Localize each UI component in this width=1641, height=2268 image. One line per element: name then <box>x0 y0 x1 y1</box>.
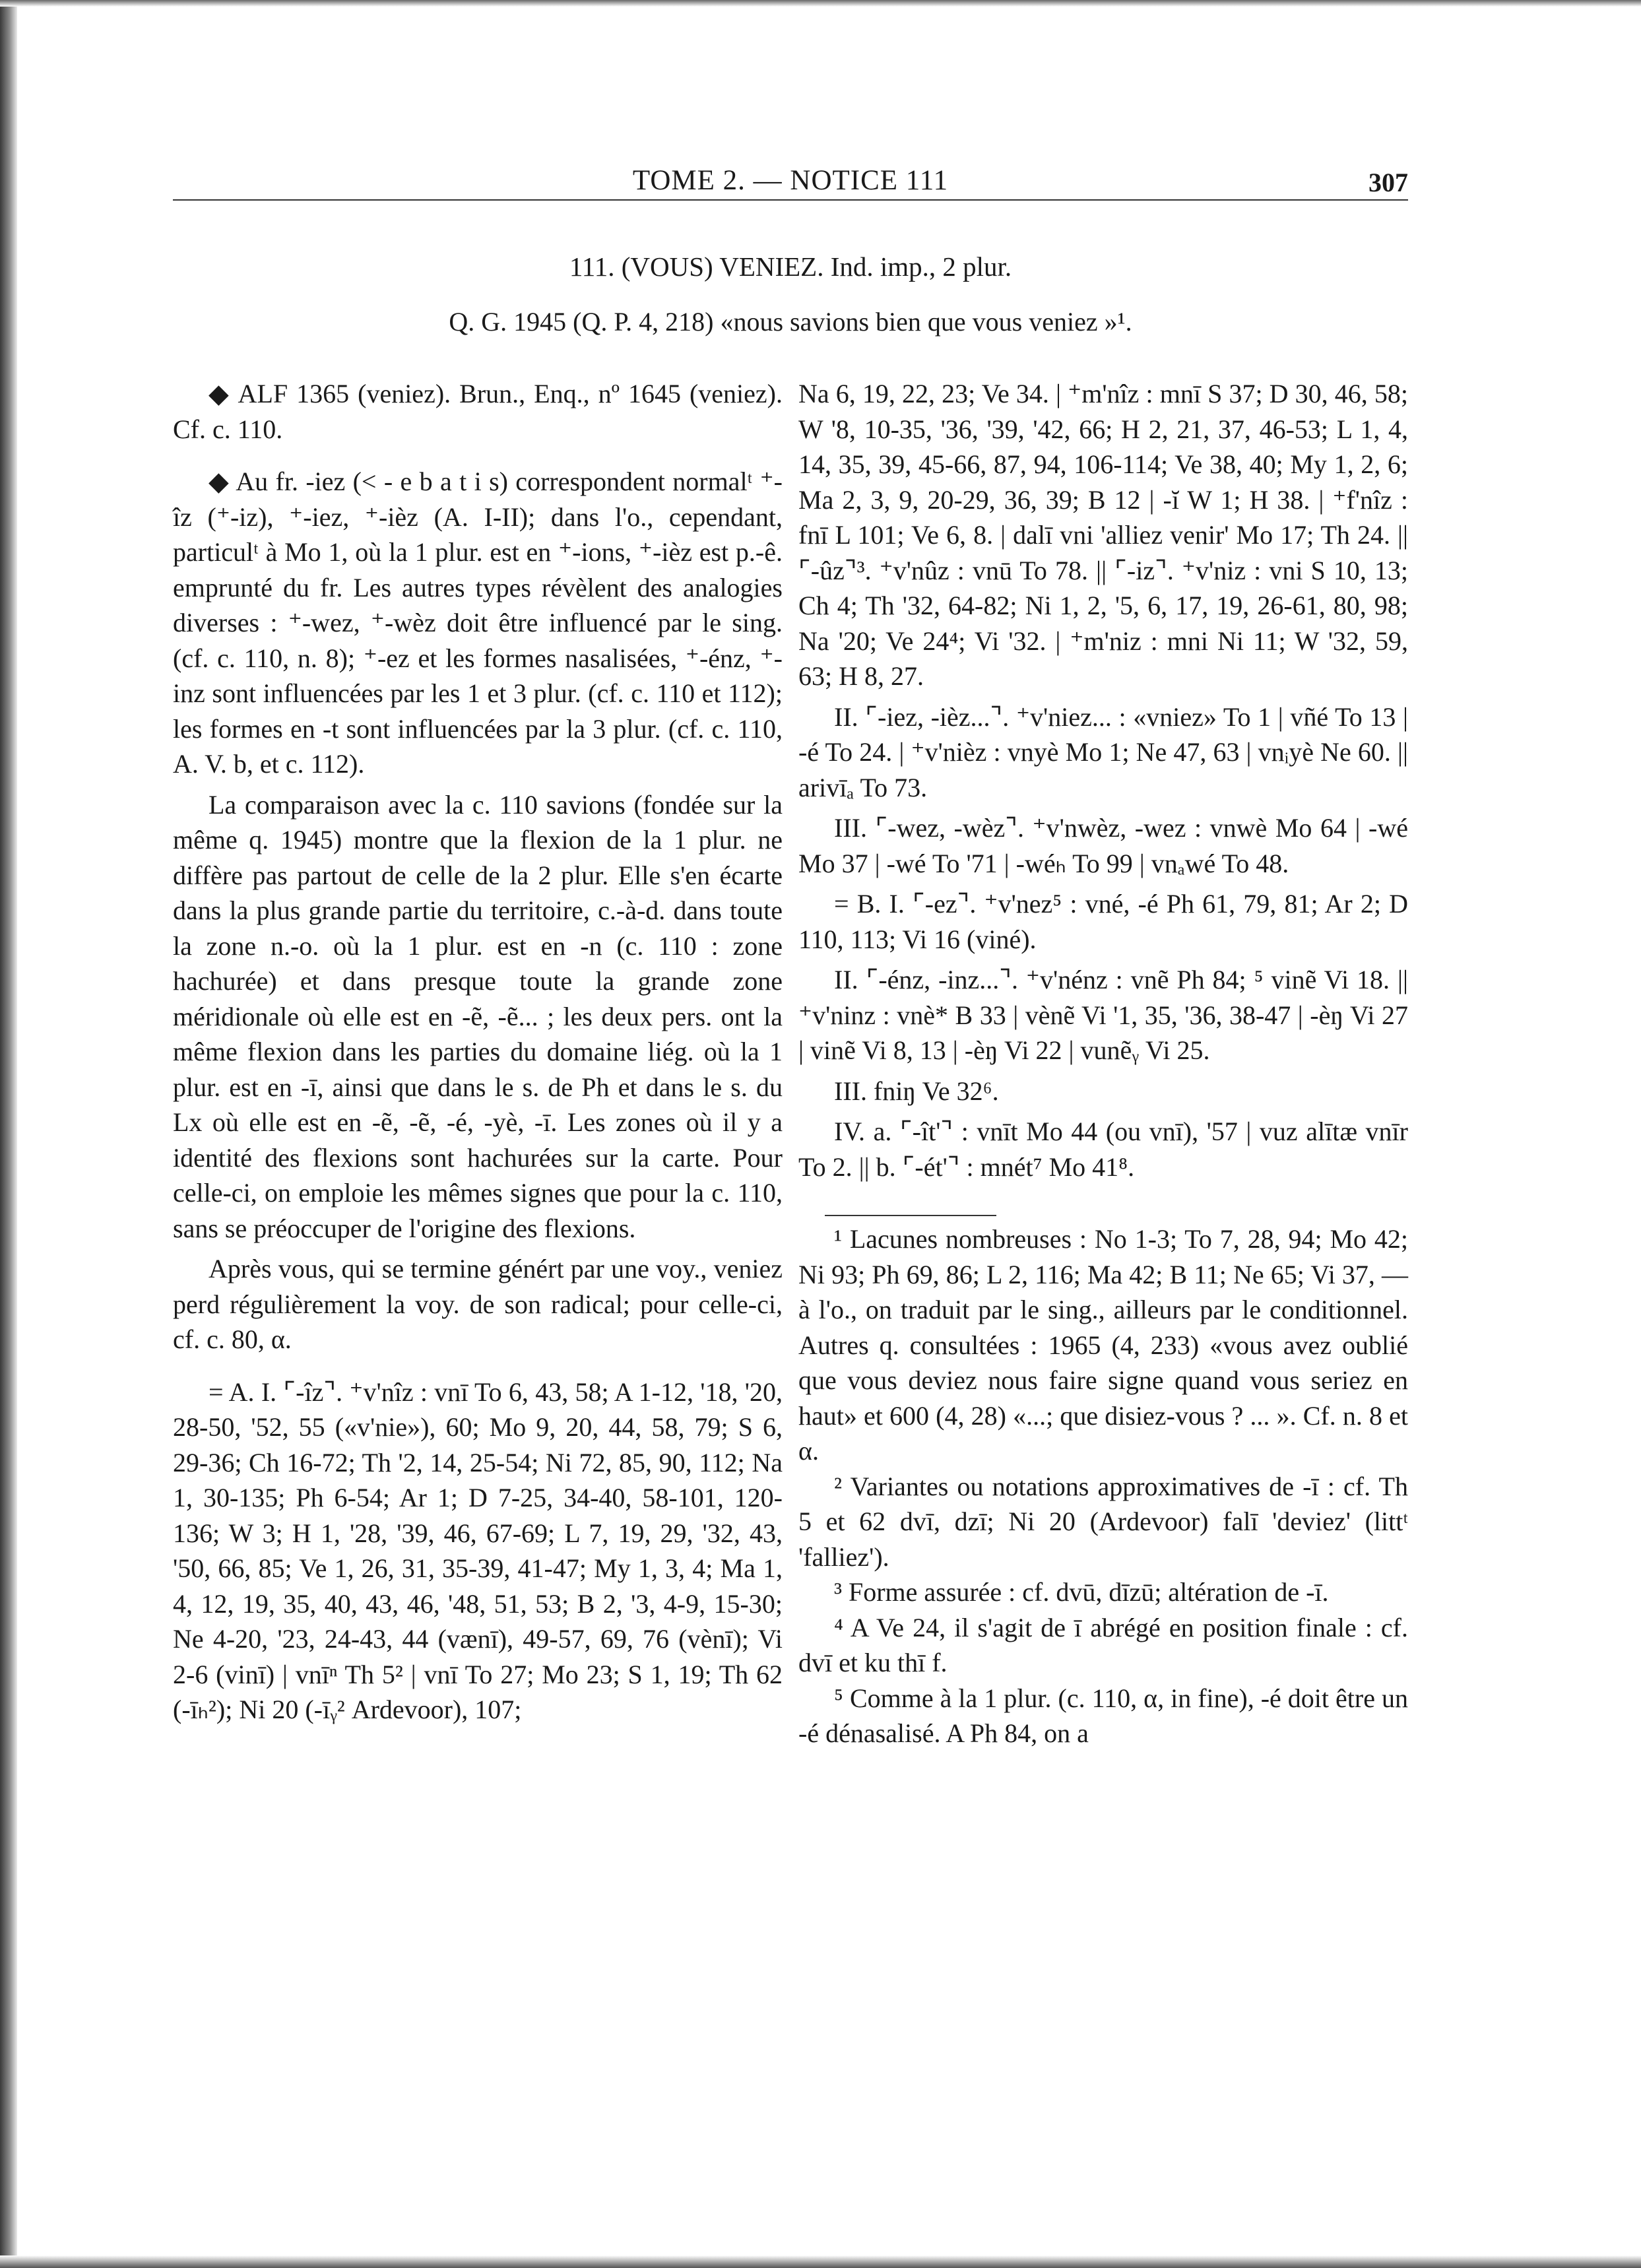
running-header <box>173 162 1408 201</box>
footnote-3: ³ Forme assurée : cf. dvū, dīzū; altération de -ī. <box>834 1577 1329 1607</box>
section-a-paragraph: = A. I. ⌜-îz⌝. ⁺v'nîz : vnī To 6, 43, 58; A 1-12, '18, '20, 28-50, '52, 55 («v'nie»), 60; Mo 9, 20, 44, 58, 79; S 6, 29-36; Ch 16-72; Th '2, 14, 25-54; Ni 72, 85, 90, 112; Na 1, 30-135; Ph 6-54; Ar 1; D 7-25, 34-40, 58-101, 120-136; W 3; H 1, '28, '39, 46, 67-69; L 7, 19, 29, '32, 43, '50, 66, 85; Ve 1, 26, 31, 35-39, 41-47; My 1, 3, 4; Ma 1, 4, 12, 19, 35, 40, 43, 46, '48, 51, 53; B 2, '3, 4-9, 15-30; Ne 4-20, '23, 24-43, 44 (vænī), 49-57, 69, 76 (vènī); Vi 2-6 (vinī) | vnīⁿ Th 5² | vnī To 27; Mo 23; S 1, 19; Th 62 (-īₕ²); Ni 20 (-īᵧ² Ardevoor), 107; <box>173 1377 783 1724</box>
footnotes <box>798 1221 1408 1751</box>
section-a-iii: III. ⌜-wez, -wèz⌝. ⁺v'nwèz, -wez : vnwè Mo 64 | -wé Mo 37 | -wé To '71 | -wéₕ To 99 | vnₐwé To 48. <box>798 813 1408 878</box>
section-b-iii: III. fniŋ Ve 32⁶. <box>834 1076 999 1106</box>
section-a-continued: Na 6, 19, 22, 23; Ve 34. | ⁺m'nîz : mnī S 37; D 30, 46, 58; W '8, 10-35, '36, '39, '42, 66; H 2, 21, 37, 46-53; L 1, 4, 14, 35, 39, 45-66, 87, 94, 106-114; Ve 38, 40; My 1, 2, 6; Ma 2, 3, 9, 20-29, 36, 39; B 12 | -ĭ W 1; H 38. | ⁺f'nîz : fnī L 101; Ve 6, 8. | dalī vni 'alliez venir' Mo 17; Th 24. || ⌜-ûz⌝³. ⁺v'nûz : vnū To 78. || ⌜-iz⌝. ⁺v'niz : vni S 10, 13; Ch 4; Th '32, 64-82; Ni 1, 2, '5, 6, 17, 19, 26-61, 80, 98; Na '20; Ve 24⁴; Vi '32. | ⁺m'niz : mni Ni 11; W '32, 59, 63; H 8, 27. <box>798 379 1408 691</box>
section-b-iv: IV. a. ⌜-ît'⌝ : vnīt Mo 44 (ou vnī), '57 | vuz alītæ vnīr To 2. || b. ⌜-ét'⌝ : mnét⁷ Mo 41⁸. <box>798 1117 1408 1182</box>
notice-question: Q. G. 1945 (Q. P. 4, 218) «nous savions bien que vous veniez »¹. <box>449 307 1132 337</box>
footnote-4: ⁴ A Ve 24, il s'agit de ī abrégé en position finale : cf. dvī et ku thī f. <box>798 1612 1408 1677</box>
morphology-paragraph: ◆ Au fr. -iez (< - e b a t i s) correspondent normalᵗ ⁺-îz (⁺-iz), ⁺-iez, ⁺-ièz (A. I-II); dans l'o., cependant, particulᵗ à Mo 1, où la 1 plur. est en ⁺-ions, ⁺-ièz est p.-ê. emprunté du fr. Les autres types révèlent des analogies diverses : ⁺-wez, ⁺-wèz doit être influencé par le sing. (cf. c. 110, n. 8); ⁺-ez et les formes nasalisées, ⁺-énz, ⁺-inz sont influencées par les 1 et 3 plur. (cf. c. 110 et 112); les formes en -t sont influencées par la 3 plur. (cf. c. 110, A. V. b, et c. 112). <box>173 467 783 779</box>
footnote-1: ¹ Lacunes nombreuses : No 1-3; To 7, 28, 94; Mo 42; Ni 93; Ph 69, 86; L 2, 116; Ma 42; B 11; Ne 65; Vi 37, — à l'o., on traduit par le sing., ailleurs par le conditionnel. Autres q. consultées : 1965 (4, 233) «vous avez oublié que vous deviez nous faire signe quand vous seriez en haut» et 600 (4, 28) «...; que disiez-vous ? ... ». Cf. n. 8 et α. <box>798 1224 1408 1466</box>
page-number: 307 <box>1368 168 1408 197</box>
section-b-i: = B. I. ⌜-ez⌝. ⁺v'nez⁵ : vné, -é Ph 61, 79, 81; Ar 2; D 110, 113; Vi 16 (viné). <box>798 889 1408 954</box>
scan-edge-left <box>0 0 17 2268</box>
running-title: TOME 2. — NOTICE 111 <box>632 165 949 196</box>
header-rule <box>173 199 1408 201</box>
footnote-5: ⁵ Comme à la 1 plur. (c. 110, α, in fine), -é doit être un -é dénasalisé. A Ph 84, on a <box>798 1683 1408 1748</box>
left-column <box>173 376 783 1745</box>
footnote-2: ² Variantes ou notations approximatives de -ī : cf. Th 5 et 62 dvī, dzī; Ni 20 (Ardevoor) falī 'deviez' (littᵗ 'falliez'). <box>798 1471 1408 1572</box>
right-column <box>798 376 1408 1751</box>
scan-edge-bottom <box>0 2255 1641 2268</box>
comparison-paragraph: La comparaison avec la c. 110 savions (fondée sur la même q. 1945) montre que la flexion de la 1 plur. ne diffère pas partout de celle de la 2 plur. Elle s'en écarte dans la plus grande partie du territoire, c.-à-d. dans toute la zone n.-o. où la 1 plur. est en -n (c. 110 : zone hachurée) et dans presque toute la grande zone méridionale où elle est en -ẽ, -ẽ... ; les deux pers. ont la même flexion dans les parties du domaine liég. où la 1 plur. est en -ī, ainsi que dans le s. de Ph et dans le s. du Lx où elle est en -ẽ, -ẽ, -é, -yè, -ī. Les zones où il y a identité des flexions sont hachurées sur la carte. Pour celle-ci, on emploie les mêmes signes que pour la c. 110, sans se préoccuper de l'origine des flexions. <box>173 789 783 1243</box>
footnote-rule <box>825 1215 996 1216</box>
radical-paragraph: Après vous, qui se termine génért par une voy., veniez perd régulièrement la voy. de son radical; pour celle-ci, cf. c. 80, α. <box>173 1254 783 1354</box>
scan-edge-top <box>0 0 1641 7</box>
notice-title: 111. (VOUS) VENIEZ. Ind. imp., 2 plur. <box>569 251 1012 282</box>
section-a-ii: II. ⌜-iez, -ièz...⌝. ⁺v'niez... : «vniez» To 1 | vñé To 13 | -é To 24. | ⁺v'nièz : vnyè Mo 1; Ne 47, 63 | vnᵢyè Ne 60. || arivīₐ To 73. <box>798 701 1408 802</box>
reference-paragraph: ◆ ALF 1365 (veniez). Brun., Enq., nº 1645 (veniez). Cf. c. 110. <box>173 379 783 444</box>
section-b-ii: II. ⌜-énz, -inz...⌝. ⁺v'nénz : vnẽ Ph 84; ⁵ vinẽ Vi 18. || ⁺v'ninz : vnè* B 33 | vènẽ Vi '1, 35, '36, 38-47 | -èŋ Vi 27 | vinẽ Vi 8, 13 | -èŋ Vi 22 | vunẽᵧ Vi 25. <box>798 965 1408 1065</box>
